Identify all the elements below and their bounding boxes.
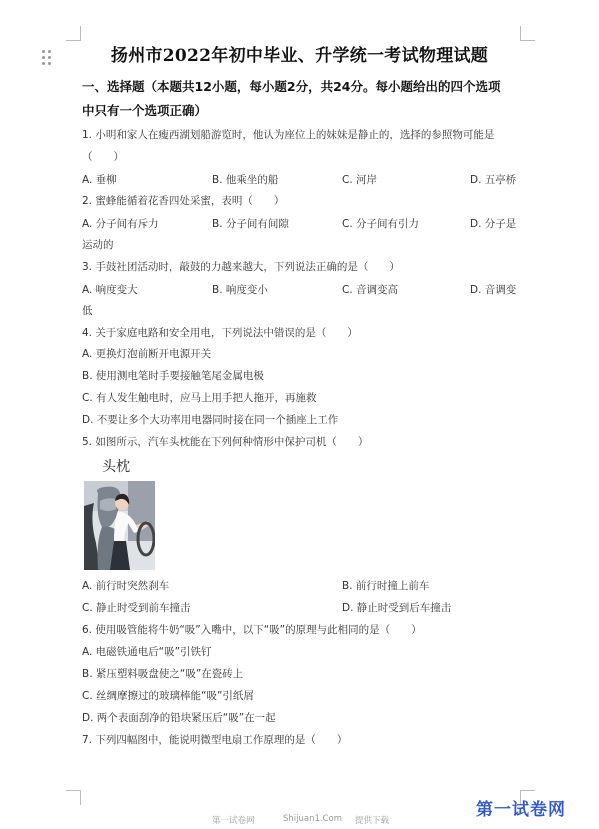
q3-option-d-cont: 低: [82, 305, 93, 317]
figure-label: 头枕: [102, 459, 130, 475]
section-heading-line-1: 一、选择题（本题共12小题，每小题2分，共24分。每小题给出的四个选项: [82, 79, 501, 94]
q2-option-d-cont: 运动的: [82, 239, 114, 251]
footer-download-note: 提供下载: [355, 816, 390, 826]
q6-option-c: C. 丝绸摩擦过的玻璃棒能“吸”引纸屑: [82, 690, 254, 702]
footer-site-url: Shijuan1.Com: [283, 814, 343, 824]
q1-option-a: A. 垂柳: [82, 174, 117, 186]
q6-option-b: B. 紧压塑料吸盘使之“吸”在瓷砖上: [82, 668, 244, 680]
q4-option-a: A. 更换灯泡前断开电源开关: [82, 348, 212, 360]
crop-mark-top-right: [520, 26, 535, 41]
q3-option-d: D. 音调变: [470, 284, 517, 296]
question-1: 1. 小明和家人在瘦西湖划船游览时，他认为座位上的妹妹是静止的，选择的参照物可能是: [82, 129, 495, 141]
question-3: 3. 手鼓社团活动时，敲鼓的力越来越大，下列说法正确的是（ ）: [82, 261, 400, 273]
question-5: 5. 如图所示，汽车头枕能在下列何种情形中保护司机（ ）: [82, 436, 369, 448]
crop-mark-bottom-left: [66, 790, 81, 805]
q3-option-c: C. 音调变高: [342, 284, 399, 296]
headrest-car-seat-image: [84, 481, 155, 570]
q2-option-a: A. 分子间有斥力: [82, 218, 159, 230]
question-7: 7. 下列四幅图中，能说明微型电扇工作原理的是（ ）: [82, 734, 348, 746]
question-2: 2. 蜜蜂能循着花香四处采蜜，表明（ ）: [82, 195, 285, 207]
q4-option-b: B. 使用测电笔时手要接触笔尾金属电极: [82, 370, 264, 382]
section-heading-line-2: 中只有一个选项正确）: [82, 103, 208, 118]
q5-option-b: B. 前行时撞上前车: [342, 580, 430, 592]
q2-option-d: D. 分子是: [470, 218, 517, 230]
q3-option-a: A. 响度变大: [82, 284, 138, 296]
q6-option-d: D. 两个表面刮净的铅块紧压后“吸”在一起: [82, 712, 276, 724]
q5-option-a: A. 前行时突然刹车: [82, 580, 170, 592]
q5-option-d: D. 静止时受到后车撞击: [342, 602, 452, 614]
q4-option-d: D. 不要让多个大功率用电器同时接在同一个插座上工作: [82, 414, 339, 426]
site-logo: 第一试卷网: [476, 800, 566, 820]
q1-option-b: B. 他乘坐的船: [212, 174, 279, 186]
footer-site-name: 第一试卷网: [212, 816, 255, 826]
crop-mark-top-left: [66, 26, 81, 41]
q2-option-b: B. 分子间有间隙: [212, 218, 289, 230]
q5-option-c: C. 静止时受到前车撞击: [82, 602, 191, 614]
page-title: 扬州市2022年初中毕业、升学统一考试物理试题: [110, 46, 489, 66]
q6-option-a: A. 电磁铁通电后“吸”引铁钉: [82, 646, 212, 658]
q2-option-c: C. 分子间有引力: [342, 218, 420, 230]
q4-option-c: C. 有人发生触电时，应马上用手把人拖开，再施救: [82, 392, 317, 404]
q1-option-c: C. 河岸: [342, 174, 378, 186]
q3-option-b: B. 响度变小: [212, 284, 268, 296]
q1-option-d: D. 五亭桥: [470, 174, 517, 186]
question-1-blank: （ ）: [82, 151, 124, 163]
question-4: 4. 关于家庭电路和安全用电，下列说法中错误的是（ ）: [82, 327, 358, 339]
question-6: 6. 使用吸管能将牛奶“吸”入嘴中，以下“吸”的原理与此相同的是（ ）: [82, 624, 422, 636]
